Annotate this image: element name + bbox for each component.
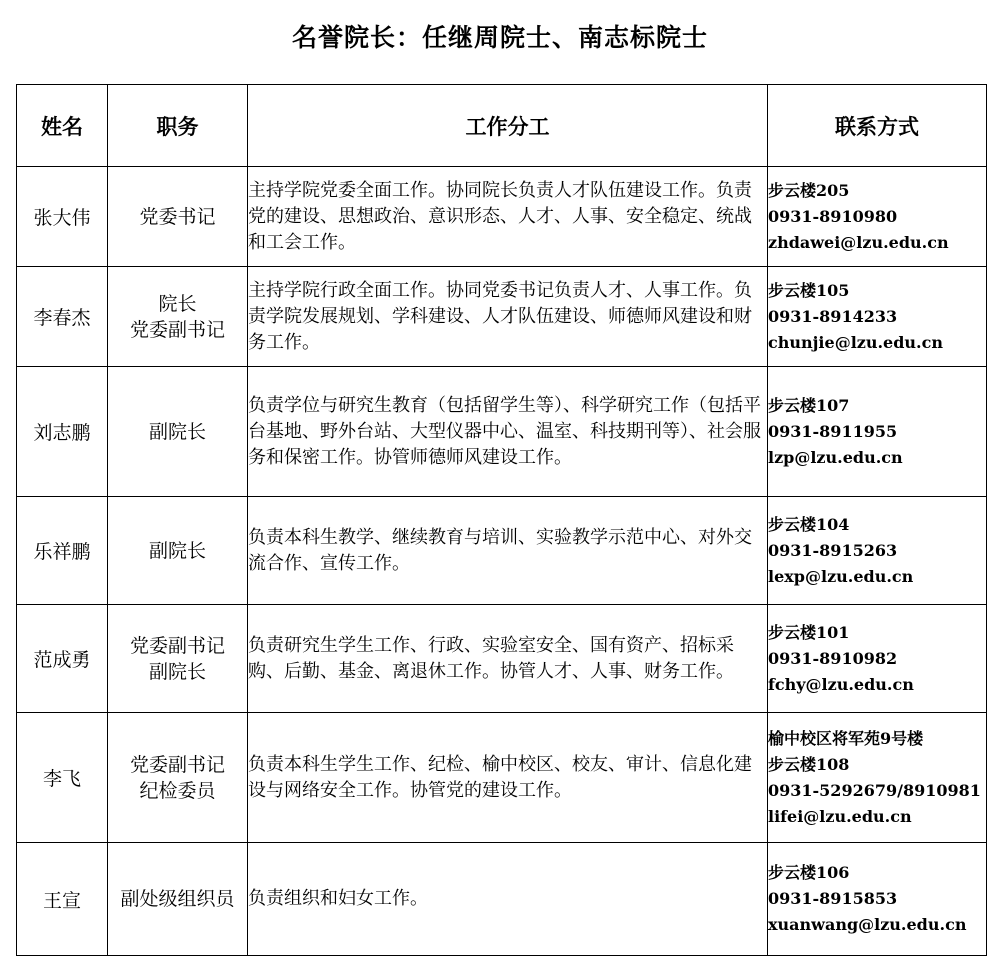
- person-role: [108, 843, 248, 956]
- person-role: [108, 497, 248, 605]
- contact-line: xuanwang@lzu.edu.cn: [768, 915, 967, 934]
- contact-line: chunjie@lzu.edu.cn: [768, 332, 943, 352]
- person-name: 刘志鹏: [17, 367, 108, 497]
- duty-description: 负责研究生学生工作、行政、实验室安全、国有资产、招标采购、后勤、基金、离退休工作。协管人才、人事、财务工作。: [248, 605, 768, 713]
- contact-line: 0931-8914233: [768, 306, 898, 326]
- contact-line: 0931-8911955: [768, 421, 898, 441]
- person-name: 王宣: [17, 843, 108, 956]
- staff-table: [16, 84, 987, 956]
- header-name: 姓名: [17, 85, 108, 167]
- contact-line: fchy@lzu.edu.cn: [768, 674, 914, 694]
- contact-line: lzp@lzu.edu.cn: [768, 447, 903, 467]
- header-role: 职务: [108, 85, 248, 167]
- person-role: [108, 267, 248, 367]
- role-line: 副院长: [148, 660, 206, 683]
- contact-info: [768, 367, 987, 497]
- role-line: 党委副书记: [129, 318, 225, 341]
- contact-line: 0931-8915853: [768, 889, 898, 908]
- person-name: 李春杰: [17, 267, 108, 367]
- contact-line: 步云楼205: [768, 180, 850, 200]
- table-row: [17, 605, 987, 713]
- role-line: 副院长: [148, 539, 206, 562]
- contact-info: [768, 605, 987, 713]
- contact-line: lifei@lzu.edu.cn: [768, 806, 912, 826]
- role-line: 纪检委员: [139, 779, 216, 802]
- header-contact: 联系方式: [768, 85, 987, 167]
- person-name: 范成勇: [17, 605, 108, 713]
- role-line: 副院长: [148, 420, 206, 443]
- person-role: [108, 167, 248, 267]
- contact-line: 0931-8910980: [768, 206, 898, 226]
- duty-description: 负责学位与研究生教育（包括留学生等）、科学研究工作（包括平台基地、野外台站、大型仪器中心、温室、科技期刊等）、社会服务和保密工作。协管师德师风建设工作。: [248, 367, 768, 497]
- role-line: 党委副书记: [129, 753, 225, 776]
- duty-description: 负责组织和妇女工作。: [248, 843, 768, 956]
- contact-line: 步云楼108: [768, 754, 850, 774]
- contact-line: 0931-5292679/8910981: [768, 780, 981, 800]
- table-row: [17, 167, 987, 267]
- contact-line: 0931-8915263: [768, 540, 898, 560]
- contact-line: lexp@lzu.edu.cn: [768, 566, 914, 586]
- role-line: 院长: [158, 292, 197, 315]
- duty-description: 负责本科生学生工作、纪检、榆中校区、校友、审计、信息化建设与网络安全工作。协管党的建设工作。: [248, 713, 768, 843]
- contact-line: zhdawei@lzu.edu.cn: [768, 232, 949, 252]
- table-row: [17, 367, 987, 497]
- contact-info: [768, 843, 987, 956]
- table-row: [17, 267, 987, 367]
- header-row: [17, 85, 987, 167]
- person-role: [108, 713, 248, 843]
- role-line: 副处级组织员: [120, 888, 235, 910]
- contact-line: 步云楼104: [768, 514, 850, 534]
- table-row: [17, 497, 987, 605]
- contact-line: 步云楼101: [768, 622, 850, 642]
- duty-description: 主持学院行政全面工作。协同党委书记负责人才、人事工作。负责学院发展规划、学科建设、人才队伍建设、师德师风建设和财务工作。: [248, 267, 768, 367]
- person-name: 张大伟: [17, 167, 108, 267]
- role-line: 党委副书记: [129, 634, 225, 657]
- contact-line: 榆中校区将军苑9号楼: [768, 728, 924, 748]
- role-line: 党委书记: [139, 205, 216, 228]
- contact-line: 步云楼106: [768, 863, 850, 882]
- contact-line: 步云楼107: [768, 395, 850, 415]
- contact-line: 步云楼105: [768, 280, 850, 300]
- header-duty: 工作分工: [248, 85, 768, 167]
- contact-info: [768, 497, 987, 605]
- contact-info: [768, 167, 987, 267]
- duty-description: 主持学院党委全面工作。协同院长负责人才队伍建设工作。负责党的建设、思想政治、意识形态、人才、人事、安全稳定、统战和工会工作。: [248, 167, 768, 267]
- person-name: 乐祥鹏: [17, 497, 108, 605]
- person-name: 李飞: [17, 713, 108, 843]
- contact-line: 0931-8910982: [768, 648, 898, 668]
- person-role: [108, 367, 248, 497]
- page-title: 名誉院长：任继周院士、南志标院士: [291, 23, 708, 52]
- contact-info: [768, 713, 987, 843]
- table-row: [17, 843, 987, 956]
- person-role: [108, 605, 248, 713]
- table-row: [17, 713, 987, 843]
- contact-info: [768, 267, 987, 367]
- duty-description: 负责本科生教学、继续教育与培训、实验教学示范中心、对外交流合作、宣传工作。: [248, 497, 768, 605]
